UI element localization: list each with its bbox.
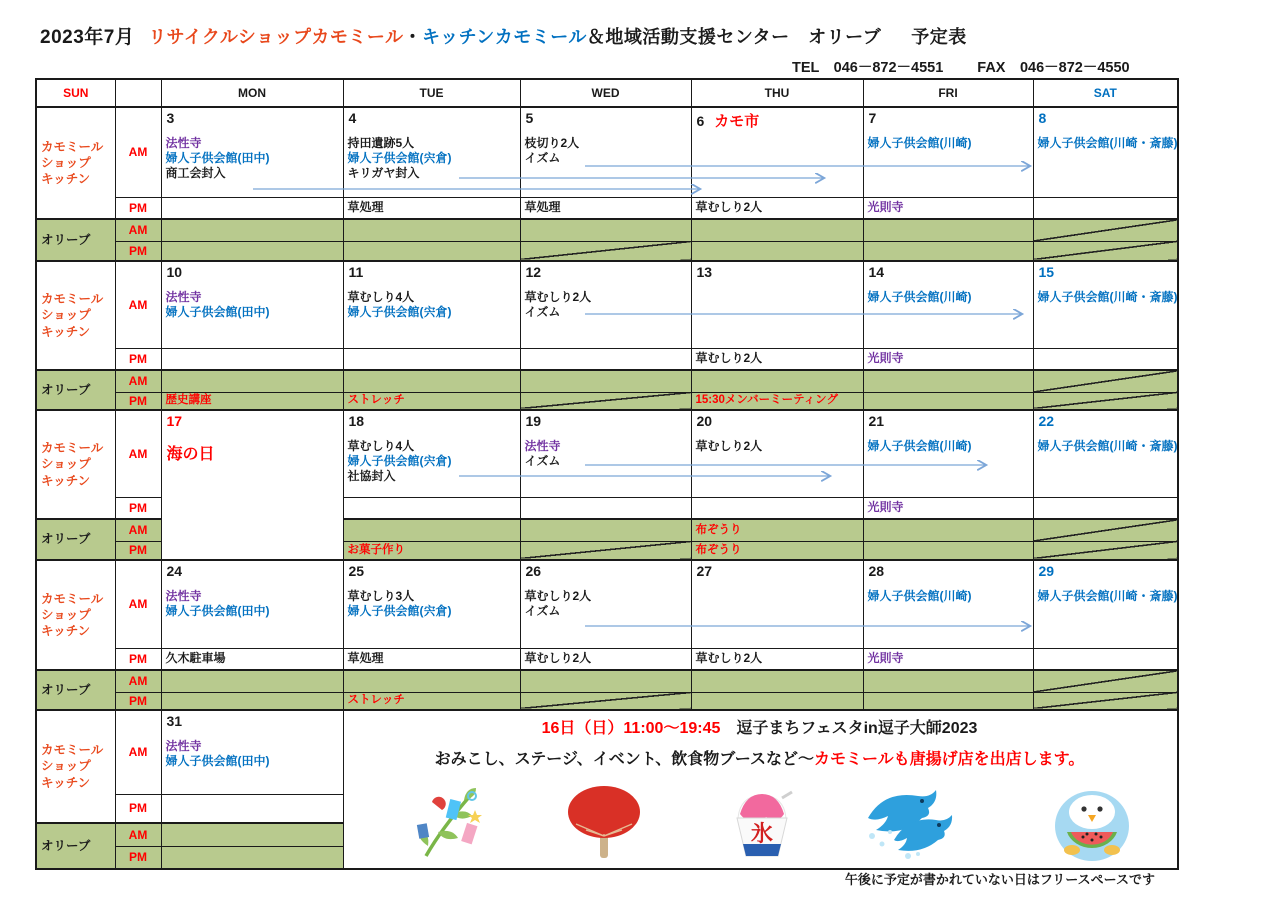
olive-pm-cell xyxy=(520,541,691,560)
pm-label: PM xyxy=(115,241,161,261)
day-cell-15-pm xyxy=(1033,348,1178,370)
olive-am-cell xyxy=(691,670,863,692)
corner-cell xyxy=(115,79,161,107)
holiday-cell-17 xyxy=(161,410,343,560)
row-label-line: キッチン xyxy=(41,324,91,339)
festival-line2 xyxy=(342,746,1177,769)
olive-am-cell xyxy=(520,219,691,241)
row-label-line: ショップ xyxy=(41,155,91,170)
am-label: AM xyxy=(115,219,161,241)
day-header-sun: SUN xyxy=(36,79,115,107)
date-number: 4 xyxy=(348,110,357,126)
olive-am-cell xyxy=(1033,370,1178,392)
row-label-chamomile xyxy=(36,560,115,670)
event-text: 草むしり2人 xyxy=(524,651,592,666)
day-cell-4-pm xyxy=(343,197,520,219)
event-text: 婦人子供会館(田中) xyxy=(165,151,270,165)
event-text: 婦人子供会館(川崎) xyxy=(867,439,972,453)
date-number: 10 xyxy=(166,264,183,280)
event-text: 草処理 xyxy=(524,200,561,215)
day-header-tue: TUE xyxy=(343,79,520,107)
event-text: 布ぞうり xyxy=(695,523,742,536)
date-number: 8 xyxy=(1038,110,1047,126)
pm-label: PM xyxy=(115,846,161,869)
event-text: 持田遺跡5人 xyxy=(347,136,415,150)
event-text: 15:30メンバーミーティング xyxy=(695,394,838,407)
event-text: 光則寺 xyxy=(867,651,904,666)
event-text: 婦人子供会館(川崎・斎藤) xyxy=(1037,589,1178,603)
day-cell-25-am xyxy=(343,560,520,648)
event-text: 草むしり3人 xyxy=(347,589,415,603)
olive-pm-cell xyxy=(161,846,343,869)
date-number: 12 xyxy=(525,264,542,280)
day-cell-6-pm xyxy=(691,197,863,219)
day-cell-25-pm xyxy=(343,648,520,670)
event-badge: カモ市 xyxy=(714,113,760,130)
day-cell-11-am xyxy=(343,261,520,348)
title-center: ＆地域活動支援センター オリーブ xyxy=(586,27,882,47)
event-text: 草むしり2人 xyxy=(524,589,592,603)
day-cell-14-pm xyxy=(863,348,1033,370)
event-text: 法性寺 xyxy=(165,739,202,753)
event-text: 商工会封入 xyxy=(165,166,226,180)
date-number: 24 xyxy=(166,563,183,579)
day-cell-11-pm xyxy=(343,348,520,370)
olive-pm-cell xyxy=(691,241,863,261)
shaved-ice-icon xyxy=(722,784,802,864)
day-cell-21-am xyxy=(863,410,1033,497)
day-cell-29-pm xyxy=(1033,648,1178,670)
event-text: 婦人子供会館(田中) xyxy=(165,305,270,319)
event-text: 草むしり2人 xyxy=(695,439,763,453)
event-text: 婦人子供会館(宍倉) xyxy=(347,454,452,468)
olive-pm-cell xyxy=(1033,241,1178,261)
row-label-olive xyxy=(36,519,115,560)
date-number: 22 xyxy=(1038,413,1055,429)
pm-label: PM xyxy=(115,794,161,823)
olive-pm-cell xyxy=(520,392,691,410)
day-cell-7-pm xyxy=(863,197,1033,219)
day-header-thu: THU xyxy=(691,79,863,107)
day-cell-20-pm xyxy=(691,497,863,519)
row-label-olive xyxy=(36,670,115,710)
event-text: 久木駐車場 xyxy=(165,651,226,666)
page-title xyxy=(40,22,967,49)
day-cell-15-am xyxy=(1033,261,1178,348)
day-cell-12-pm xyxy=(520,348,691,370)
day-header-sat: SAT xyxy=(1033,79,1178,107)
event-text: 婦人子供会館(田中) xyxy=(165,604,270,618)
row-label-line: カモミール xyxy=(41,743,104,758)
day-cell-8-pm xyxy=(1033,197,1178,219)
event-text: 光則寺 xyxy=(867,351,904,366)
am-label: AM xyxy=(115,710,161,794)
event-text: 光則寺 xyxy=(867,200,904,215)
olive-am-cell xyxy=(520,519,691,541)
day-cell-12-am xyxy=(520,261,691,348)
olive-am-cell xyxy=(520,370,691,392)
tel-number: TEL 046－872－4551 xyxy=(792,60,944,76)
row-label-line: キッチン xyxy=(41,172,91,187)
olive-am-cell xyxy=(343,219,520,241)
event-text: イズム xyxy=(524,604,561,618)
row-label-chamomile xyxy=(36,261,115,370)
tanabata-bamboo-icon xyxy=(408,784,492,864)
olive-am-cell xyxy=(343,519,520,541)
day-cell-26-pm xyxy=(520,648,691,670)
pm-label: PM xyxy=(115,197,161,219)
row-label-line: カモミール xyxy=(41,591,104,606)
event-text: 法性寺 xyxy=(165,290,202,304)
event-text: 婦人子供会館(宍倉) xyxy=(347,305,452,319)
event-text: 法性寺 xyxy=(165,589,202,603)
date-number: 26 xyxy=(525,563,542,579)
date-number: 25 xyxy=(348,563,365,579)
event-text: 草むしり2人 xyxy=(695,200,763,215)
event-text: 草むしり2人 xyxy=(695,351,763,366)
svg-text:氷: 氷 xyxy=(750,821,774,846)
event-text: 草むしり2人 xyxy=(695,651,763,666)
event-text: 布ぞうり xyxy=(695,543,742,556)
day-cell-3-am xyxy=(161,107,343,197)
olive-am-cell xyxy=(863,219,1033,241)
date-number: 19 xyxy=(525,413,542,429)
date-number: 14 xyxy=(868,264,885,280)
event-text: 婦人子供会館(川崎・斎藤) xyxy=(1037,439,1178,453)
row-label-line: オリーブ xyxy=(41,838,91,853)
olive-pm-cell xyxy=(161,392,343,410)
row-label-olive xyxy=(36,219,115,261)
date-number: 28 xyxy=(868,563,885,579)
date-number: 17 xyxy=(166,413,183,429)
row-label-line: キッチン xyxy=(41,624,91,639)
event-text: お菓子作り xyxy=(347,543,405,556)
olive-pm-cell xyxy=(1033,392,1178,410)
row-label-chamomile xyxy=(36,410,115,519)
event-text: 草処理 xyxy=(347,200,384,215)
olive-am-cell xyxy=(863,670,1033,692)
day-cell-21-pm xyxy=(863,497,1033,519)
am-label: AM xyxy=(115,560,161,648)
event-text: 歴史講座 xyxy=(165,394,212,407)
festival-name: 逗子まちフェスタin逗子大師2023 xyxy=(720,720,978,737)
am-label: AM xyxy=(115,107,161,197)
row-label-chamomile xyxy=(36,710,115,823)
penguin-watermelon-icon xyxy=(1048,784,1136,864)
day-cell-31-am xyxy=(161,710,343,794)
olive-am-cell xyxy=(161,823,343,846)
olive-am-cell xyxy=(1033,670,1178,692)
olive-pm-cell xyxy=(863,392,1033,410)
date-number: 29 xyxy=(1038,563,1055,579)
date-number: 6 xyxy=(696,113,705,129)
title-shop2: キッチンカモミール xyxy=(421,27,587,47)
olive-am-cell xyxy=(691,519,863,541)
olive-pm-cell xyxy=(161,241,343,261)
olive-pm-cell xyxy=(343,392,520,410)
pm-label: PM xyxy=(115,648,161,670)
day-header-fri: FRI xyxy=(863,79,1033,107)
day-cell-31-pm xyxy=(161,794,343,823)
olive-am-cell xyxy=(161,219,343,241)
day-cell-18-pm xyxy=(343,497,520,519)
dolphins-icon xyxy=(860,784,960,864)
pm-label: PM xyxy=(115,692,161,710)
date-number: 21 xyxy=(868,413,885,429)
row-label-line: オリーブ xyxy=(41,232,91,247)
date-number: 20 xyxy=(696,413,713,429)
event-text: イズム xyxy=(524,454,561,468)
pm-label: PM xyxy=(115,348,161,370)
day-cell-24-pm xyxy=(161,648,343,670)
date-number: 15 xyxy=(1038,264,1055,280)
event-text: ストレッチ xyxy=(347,394,405,407)
olive-am-cell xyxy=(161,670,343,692)
day-cell-22-am xyxy=(1033,410,1178,497)
event-text: 法性寺 xyxy=(524,439,561,453)
pm-label: PM xyxy=(115,392,161,410)
olive-pm-cell xyxy=(161,692,343,710)
festival-line1 xyxy=(342,715,1177,738)
date-number: 27 xyxy=(696,563,713,579)
day-cell-28-am xyxy=(863,560,1033,648)
title-separator: ・ xyxy=(403,27,422,47)
am-label: AM xyxy=(115,370,161,392)
row-label-line: ショップ xyxy=(41,457,91,472)
event-text: 婦人子供会館(川崎) xyxy=(867,136,972,150)
day-cell-20-am xyxy=(691,410,863,497)
day-cell-4-am xyxy=(343,107,520,197)
row-label-line: ショップ xyxy=(41,607,91,622)
day-cell-27-am xyxy=(691,560,863,648)
event-text: 婦人子供会館(川崎) xyxy=(867,290,972,304)
event-text: 枝切り2人 xyxy=(524,136,580,150)
row-label-line: カモミール xyxy=(41,441,104,456)
row-label-olive xyxy=(36,823,115,869)
day-cell-10-pm xyxy=(161,348,343,370)
olive-am-cell xyxy=(520,670,691,692)
olive-am-cell xyxy=(863,370,1033,392)
row-label-chamomile xyxy=(36,107,115,219)
day-cell-10-am xyxy=(161,261,343,348)
day-cell-8-am xyxy=(1033,107,1178,197)
event-text: 法性寺 xyxy=(165,136,202,150)
row-label-line: カモミール xyxy=(41,292,104,307)
event-text: 草むしり4人 xyxy=(347,439,415,453)
olive-pm-cell xyxy=(1033,692,1178,710)
date-number: 7 xyxy=(868,110,877,126)
row-label-olive xyxy=(36,370,115,410)
title-month: 2023年7月 xyxy=(40,27,135,48)
day-cell-19-am xyxy=(520,410,691,497)
olive-pm-cell xyxy=(343,692,520,710)
olive-pm-cell xyxy=(520,241,691,261)
day-cell-7-am xyxy=(863,107,1033,197)
day-cell-28-pm xyxy=(863,648,1033,670)
event-text: 婦人子供会館(宍倉) xyxy=(347,604,452,618)
date-number: 18 xyxy=(348,413,365,429)
event-text: 光則寺 xyxy=(867,500,904,515)
day-cell-5-pm xyxy=(520,197,691,219)
event-text: イズム xyxy=(524,151,561,165)
event-text: 草むしり2人 xyxy=(524,290,592,304)
row-label-line: ショップ xyxy=(41,308,91,323)
event-text: 婦人子供会館(川崎) xyxy=(867,589,972,603)
date-number: 3 xyxy=(166,110,175,126)
row-label-line: キッチン xyxy=(41,473,91,488)
olive-am-cell xyxy=(691,370,863,392)
event-text: 社協封入 xyxy=(347,469,396,483)
event-text: キリガヤ封入 xyxy=(347,166,420,180)
holiday-name: 海の日 xyxy=(166,446,215,463)
date-number: 13 xyxy=(696,264,713,280)
event-text: 婦人子供会館(田中) xyxy=(165,754,270,768)
row-label-line: オリーブ xyxy=(41,532,91,547)
olive-am-cell xyxy=(863,519,1033,541)
olive-pm-cell xyxy=(1033,541,1178,560)
am-label: AM xyxy=(115,670,161,692)
day-cell-29-am xyxy=(1033,560,1178,648)
row-label-line: カモミール xyxy=(41,139,104,154)
day-cell-19-pm xyxy=(520,497,691,519)
day-cell-18-am xyxy=(343,410,520,497)
pm-label: PM xyxy=(115,541,161,560)
am-label: AM xyxy=(115,261,161,348)
date-number: 31 xyxy=(166,713,183,729)
event-text: イズム xyxy=(524,305,561,319)
am-label: AM xyxy=(115,823,161,846)
day-cell-3-pm xyxy=(161,197,343,219)
olive-am-cell xyxy=(691,219,863,241)
event-text: 婦人子供会館(川崎・斎藤) xyxy=(1037,136,1178,150)
day-header-wed: WED xyxy=(520,79,691,107)
day-cell-22-pm xyxy=(1033,497,1178,519)
day-cell-5-am xyxy=(520,107,691,197)
title-suffix: 予定表 xyxy=(911,27,967,47)
event-text: 婦人子供会館(宍倉) xyxy=(347,151,452,165)
calendar-container xyxy=(35,78,1177,870)
olive-am-cell xyxy=(343,370,520,392)
day-cell-13-am xyxy=(691,261,863,348)
pm-label: PM xyxy=(115,497,161,519)
day-cell-26-am xyxy=(520,560,691,648)
am-label: AM xyxy=(115,410,161,497)
day-cell-6-am xyxy=(691,107,863,197)
olive-pm-cell xyxy=(863,692,1033,710)
event-text: 草処理 xyxy=(347,651,384,666)
olive-pm-cell xyxy=(691,541,863,560)
date-number: 11 xyxy=(348,264,364,280)
fax-number: FAX 046－872－4550 xyxy=(977,60,1130,76)
olive-am-cell xyxy=(1033,219,1178,241)
footer-note: 午後に予定が書かれていない日はフリースペースです xyxy=(844,872,1155,887)
olive-pm-cell xyxy=(691,392,863,410)
row-label-line: キッチン xyxy=(41,775,91,790)
olive-pm-cell xyxy=(343,241,520,261)
contact-info xyxy=(792,56,1164,77)
day-cell-13-pm xyxy=(691,348,863,370)
festival-announcement xyxy=(342,711,1177,867)
olive-pm-cell xyxy=(691,692,863,710)
olive-pm-cell xyxy=(863,241,1033,261)
day-header-mon: MON xyxy=(161,79,343,107)
festival-desc: おみこし、ステージ、イベント、飲食物ブースなど～ xyxy=(434,751,814,768)
date-number: 5 xyxy=(525,110,534,126)
olive-pm-cell xyxy=(343,541,520,560)
olive-am-cell xyxy=(343,670,520,692)
festival-highlight: カモミールも唐揚げ店を出店します。 xyxy=(813,751,1085,768)
day-cell-27-pm xyxy=(691,648,863,670)
row-label-line: オリーブ xyxy=(41,382,91,397)
event-text: 婦人子供会館(川崎・斎藤) xyxy=(1037,290,1178,304)
row-label-line: オリーブ xyxy=(41,682,91,697)
event-text: ストレッチ xyxy=(347,694,405,707)
olive-pm-cell xyxy=(863,541,1033,560)
olive-pm-cell xyxy=(520,692,691,710)
olive-am-cell xyxy=(1033,519,1178,541)
uchiwa-fan-icon xyxy=(564,784,644,864)
title-shop1: リサイクルショップカモミール xyxy=(148,27,404,47)
olive-am-cell xyxy=(161,370,343,392)
festival-time: 16日（日）11:00～19:45 xyxy=(541,720,721,737)
day-cell-24-am xyxy=(161,560,343,648)
row-label-line: ショップ xyxy=(41,759,91,774)
am-label: AM xyxy=(115,519,161,541)
day-cell-14-am xyxy=(863,261,1033,348)
event-text: 草むしり4人 xyxy=(347,290,415,304)
